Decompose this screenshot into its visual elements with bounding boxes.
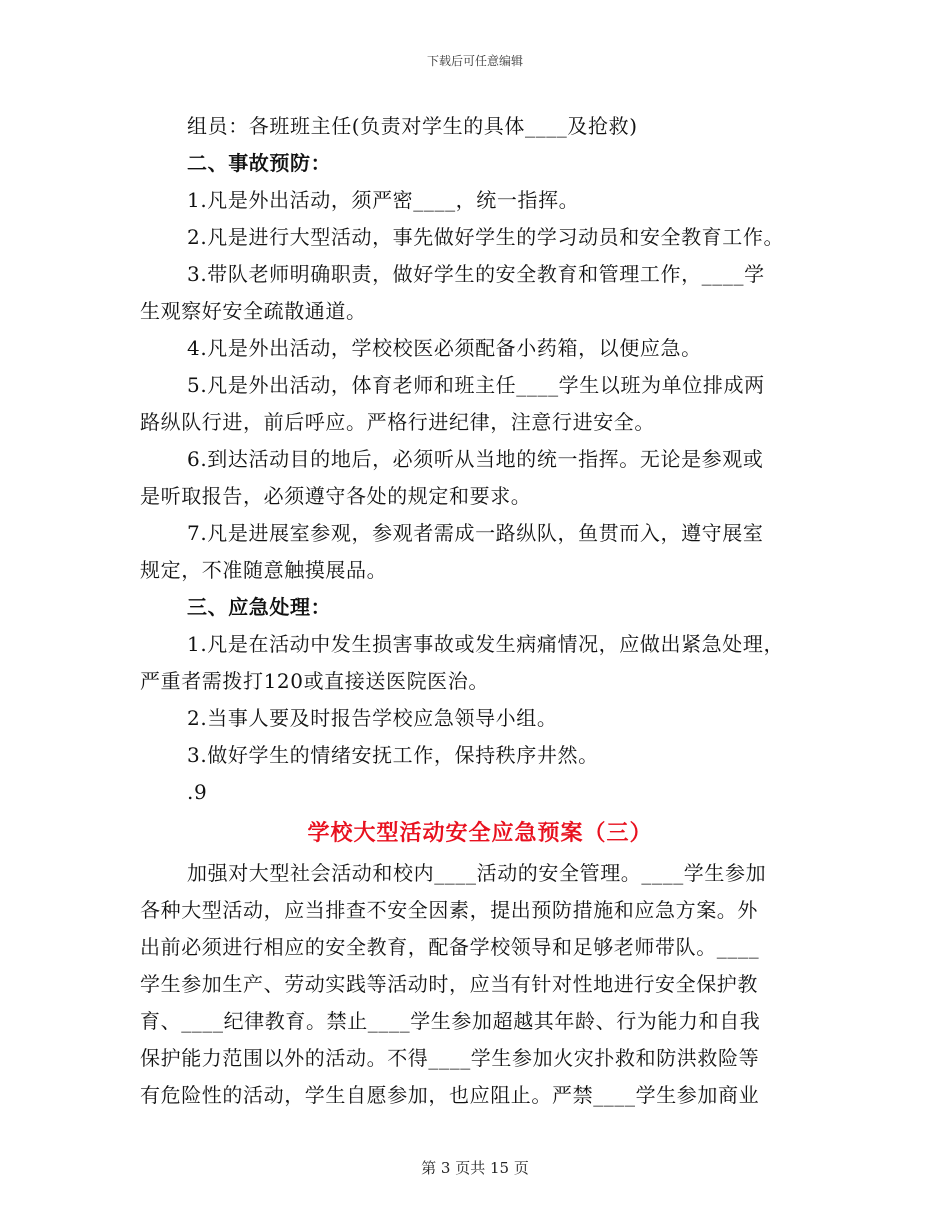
paragraph-line: 组员：各班班主任(负责对学生的具体____及抢救) [187, 114, 638, 138]
section-heading: 二、事故预防： [187, 151, 332, 175]
paragraph-line: 6.到达活动目的地后，必须听从当地的统一指挥。无论是参观或 [187, 447, 764, 471]
paragraph-line: 1.凡是外出活动，须严密____，统一指挥。 [187, 188, 580, 212]
paragraph-line: 2.凡是进行大型活动，事先做好学生的学习动员和安全教育工作。 [187, 225, 785, 249]
paragraph-line: 有危险性的活动，学生自愿参加，也应阻止。严禁____学生参加商业 [140, 1083, 760, 1107]
paragraph-line: 1.凡是在活动中发生损害事故或发生病痛情况，应做出紧急处理， [187, 632, 785, 656]
paragraph-line: 4.凡是外出活动，学校校医必须配备小药箱，以便应急。 [187, 336, 702, 360]
paragraph-line: 是听取报告，必须遵守各处的规定和要求。 [140, 484, 532, 508]
page-marker: .9 [187, 780, 208, 804]
paragraph-line: 严重者需拨打120或直接送医院医治。 [140, 669, 489, 693]
page-footer: 第 3 页共 15 页 [421, 1159, 529, 1177]
paragraph-line: 5.凡是外出活动，体育老师和班主任____学生以班为单位排成两 [187, 373, 765, 397]
paragraph-line: 路纵队行进，前后呼应。严格行进纪律，注意行进安全。 [140, 410, 655, 434]
paragraph-line: 3.做好学生的情绪安抚工作，保持秩序井然。 [187, 743, 599, 767]
paragraph-line: 生观察好安全疏散通道。 [140, 299, 367, 323]
paragraph-line: 出前必须进行相应的安全教育，配备学校领导和足够老师带队。____ [140, 935, 760, 959]
paragraph-line: 3.带队老师明确职责，做好学生的安全教育和管理工作，____学 [187, 262, 765, 286]
paragraph-line: 7.凡是进展室参观，参观者需成一路纵队，鱼贯而入，遵守展室 [187, 521, 764, 545]
document-body [140, 108, 800, 1114]
paragraph-line: 各种大型活动，应当排查不安全因素，提出预防措施和应急方案。外 [140, 898, 758, 922]
paragraph-line: 2.当事人要及时报告学校应急领导小组。 [187, 706, 558, 730]
paragraph-line: 学生参加生产、劳动实践等活动时，应当有针对性地进行安全保护教 [140, 972, 758, 996]
page-header: 下载后可任意编辑 [426, 54, 523, 68]
paragraph-line: 加强对大型社会活动和校内____活动的安全管理。____学生参加 [187, 861, 767, 885]
paragraph-line: 规定，不准随意触摸展品。 [140, 558, 388, 582]
document-title: 学校大型活动安全应急预案（三） [307, 820, 653, 846]
paragraph-line: 育、____纪律教育。禁止____学生参加超越其年龄、行为能力和自我 [140, 1009, 761, 1033]
paragraph-line: 保护能力范围以外的活动。不得____学生参加火灾扑救和防洪救险等 [140, 1046, 760, 1070]
section-heading: 三、应急处理： [187, 595, 332, 619]
